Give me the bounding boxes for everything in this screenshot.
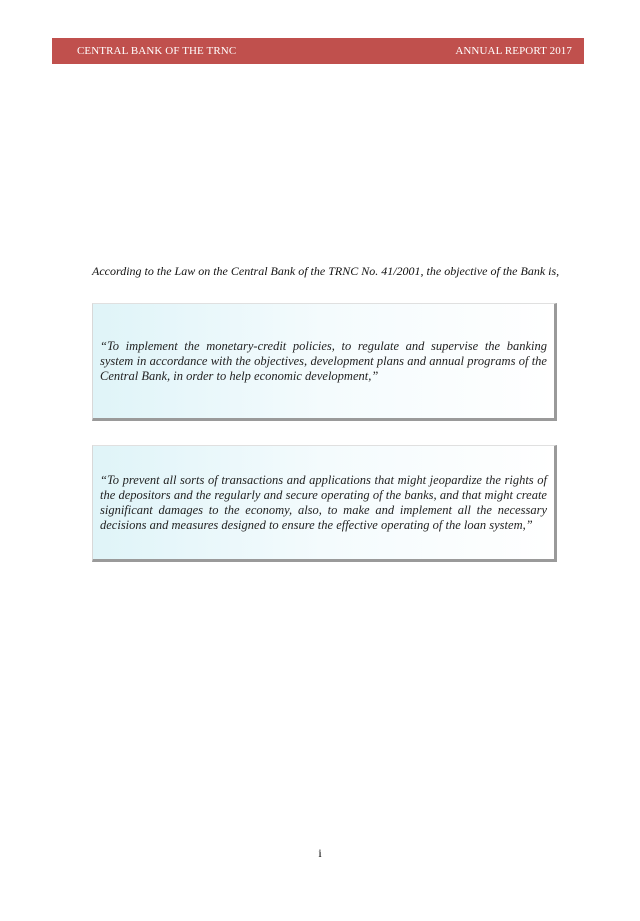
objective-quote-box bbox=[92, 303, 557, 421]
intro-text: According to the Law on the Central Bank of the TRNC No. 41/2001, the objective of the Bank is, bbox=[92, 264, 560, 278]
header-title: CENTRAL BANK OF THE TRNC bbox=[77, 45, 237, 57]
header-bar bbox=[52, 38, 584, 64]
objective-quote-box bbox=[92, 445, 557, 562]
objective-quote-text: “To implement the monetary-credit policies, to regulate and supervise the banking system in accordance with the objectives, development plans and annual programs of the Central Bank, in order to help economic development,” bbox=[100, 338, 547, 383]
header-report-label: ANNUAL REPORT 2017 bbox=[455, 45, 572, 57]
page-number: i bbox=[318, 846, 322, 860]
objective-quote-text: “To prevent all sorts of transactions and applications that might jeopardize the rights of the depositors and the regularly and secure operating of the banks, and that might create significant damages to the economy, also, to make and implement all the necessary decisions and measures designed to ensure the effective operating of the loan system,” bbox=[100, 472, 547, 532]
